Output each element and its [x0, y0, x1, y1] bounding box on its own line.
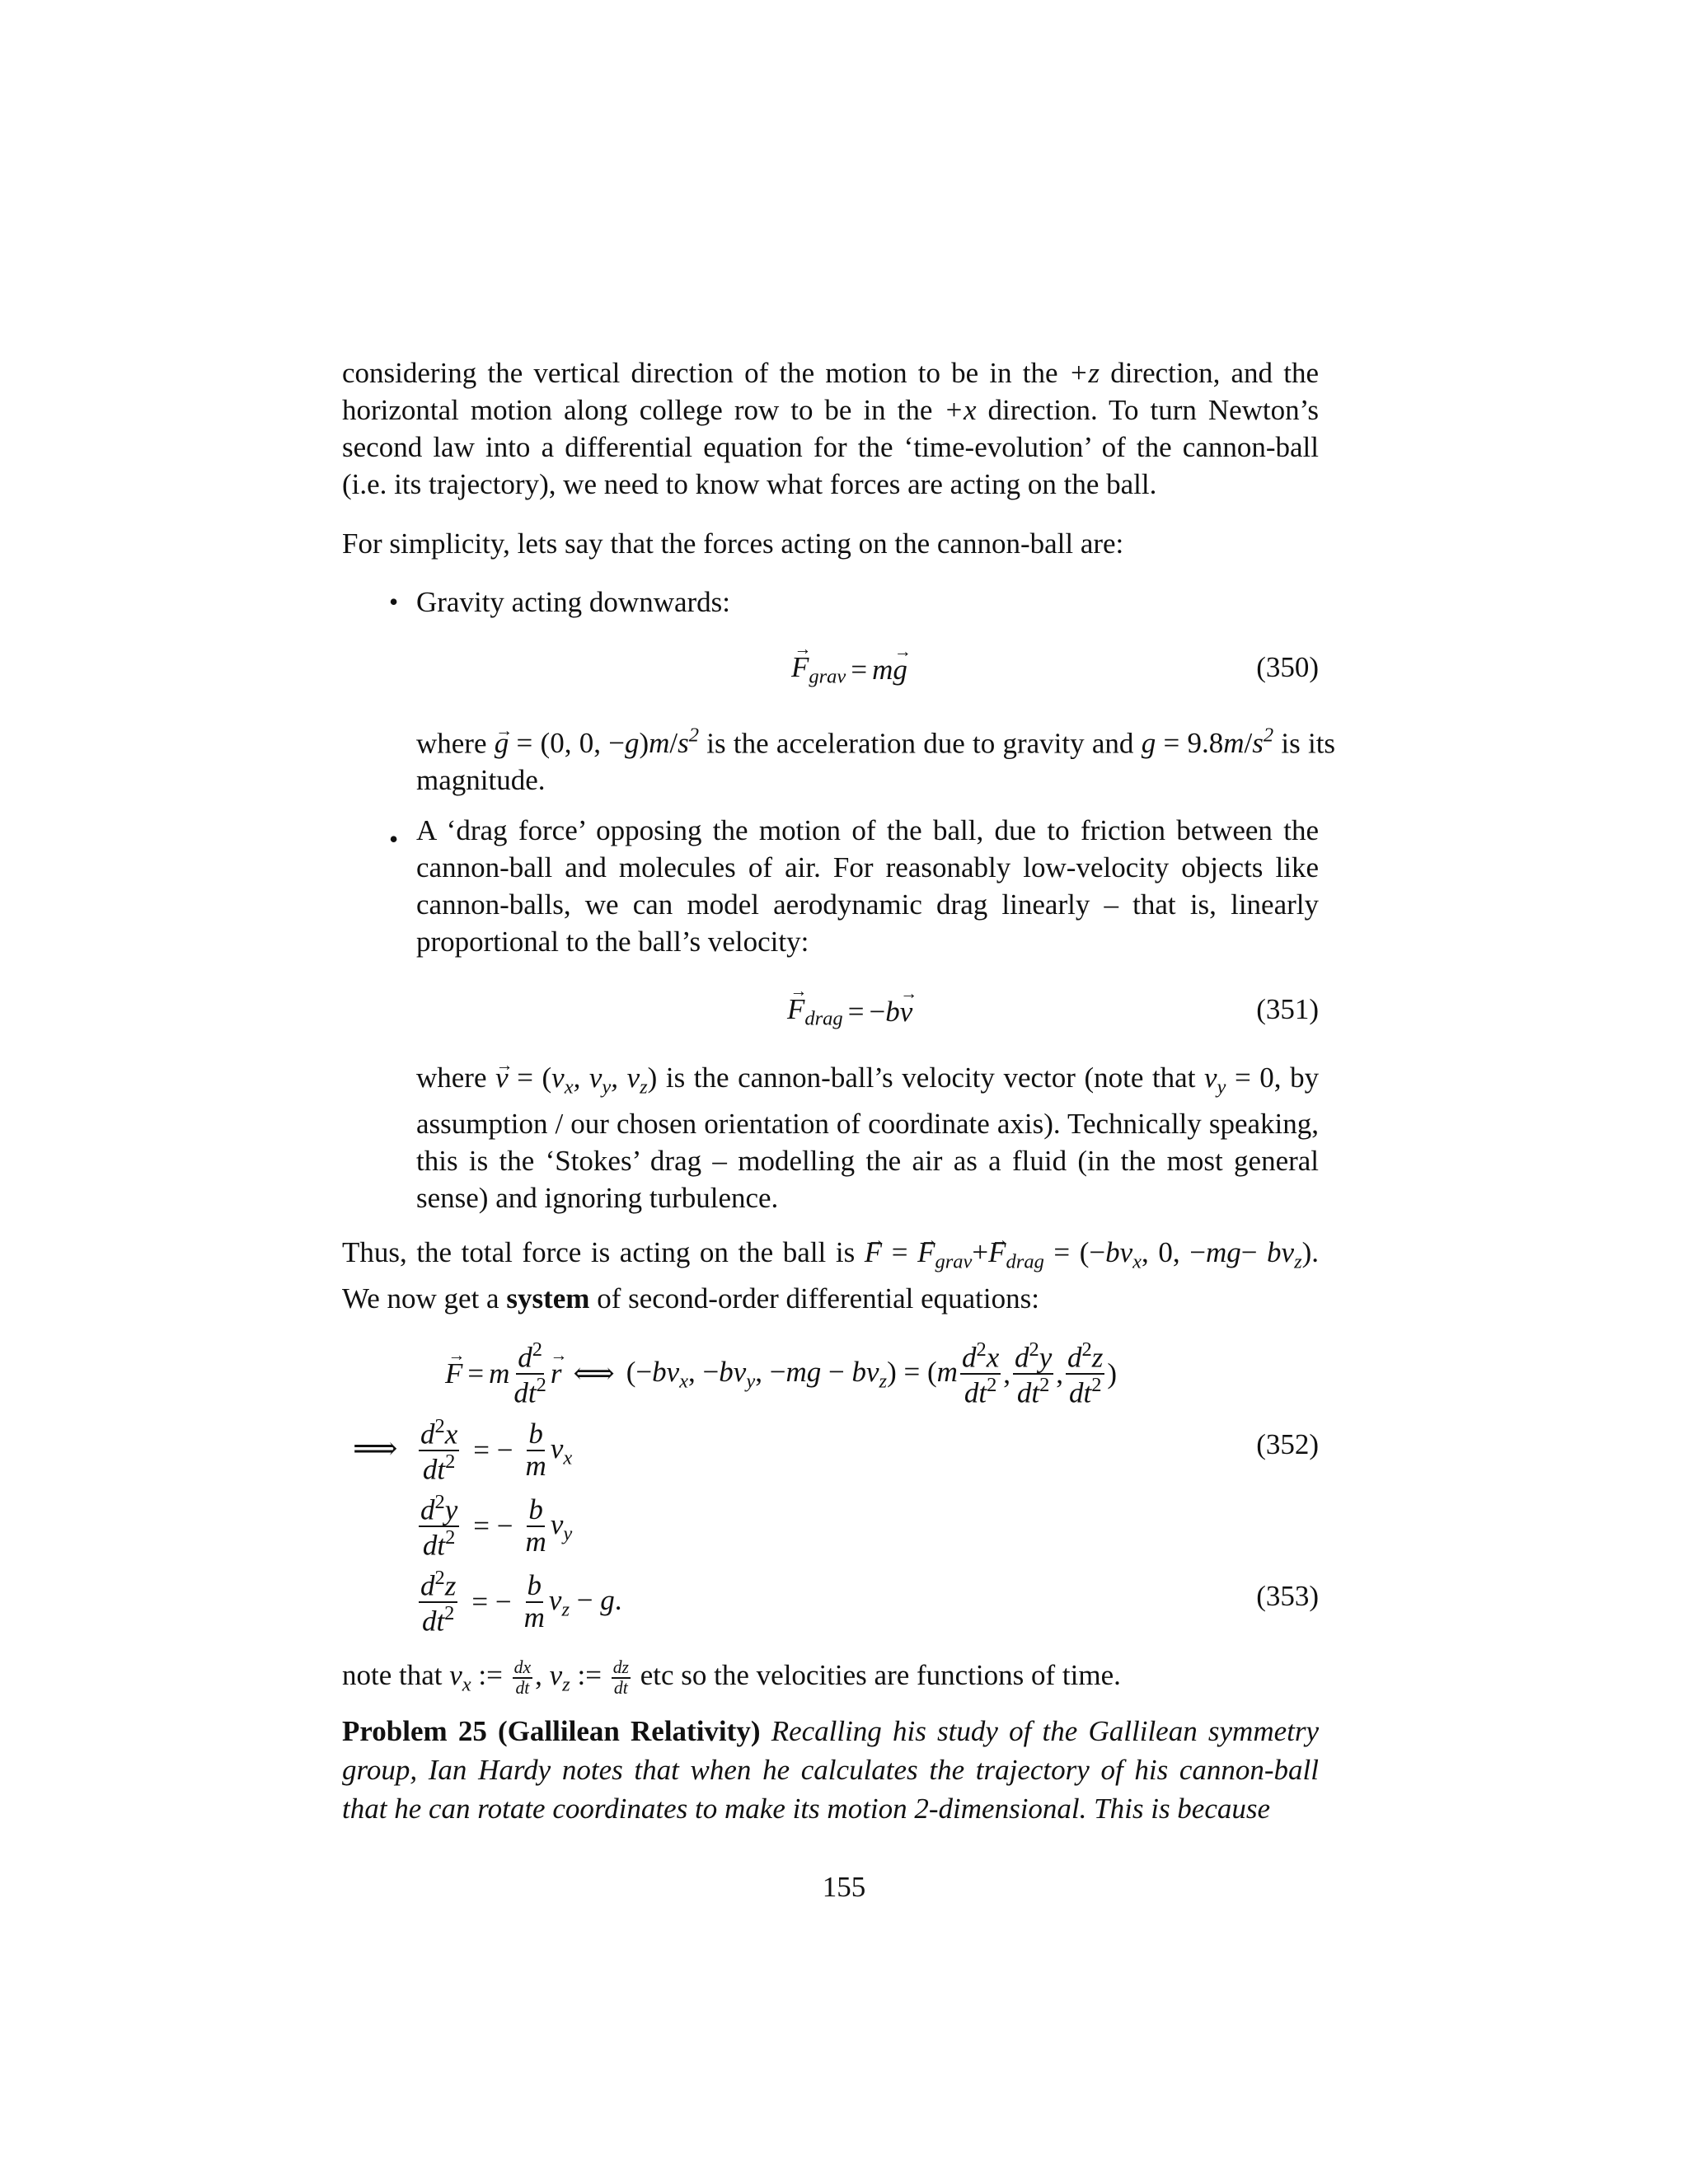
equation-351: $F \to_{drag}$ = −bv → — [787, 993, 912, 1030]
bullet-gravity-where: where g → = (0, 0, $-g)m/s^2$ is the acceleration due to gravity and $g = 9.8m/s^2$ is its magnitude. — [416, 717, 1335, 799]
text-fragment: speaking, this is the ‘Stokes’ drag – modelling the air as a fluid (in the most — [416, 1108, 1319, 1178]
text-fragment: Thus, the total force is acting on the ball is — [342, 1236, 856, 1268]
text-fragment: , by assumption / our chosen orientation of coordinate axis). Technically — [416, 1062, 1320, 1141]
text-fragment: where — [416, 1062, 487, 1094]
text-fragment: Recalling his study of the Gallilean symmetry — [771, 1715, 1320, 1747]
text-fragment: is its magnitude. — [416, 727, 1336, 797]
text-fragment: where — [416, 727, 487, 760]
bullet-gravity-title — [416, 583, 1319, 621]
text-fragment: of second-order differential equations: — [597, 1282, 1039, 1315]
bullet-drag-where: where v → = ($v_x$, $v_y$, $v_z$) is the cannon-ball’s velocity vector (note that $v_y = 0$, by assumption / our chosen orientation of coordinate axis). Technically speaking, this is the ‘Stokes’ drag – modelling the air as a fluid (in the most general sense) and ignoring turbulence. — [416, 1059, 1319, 1216]
text-fragment: is the cannon-ball’s velocity vector (note that — [665, 1062, 1196, 1094]
equation-newton-system: F → = m $\frac{d^2}{dt^2}$ r → ⟺ ($-bv_x$, $-bv_y$, $-mg - bv_z) = (m$ $\frac{d^2x}{dt^2}$ , $\frac{d^2y}{dt^2}$ , $\frac{d^2z}{dt^2}$ ) — [445, 1339, 1117, 1408]
paragraph-forces-intro — [342, 525, 1319, 562]
equation-number-351: (351) — [1256, 993, 1319, 1025]
paragraph-intro — [342, 354, 1319, 503]
text-fragment: etc so the velocities are functions of time. — [640, 1659, 1121, 1691]
text-fragment: note that — [342, 1659, 443, 1691]
text-fragment: general sense) and ignoring turbulence. — [416, 1145, 1320, 1215]
text-fragment: is the acceleration due to gravity and — [706, 727, 1134, 760]
math-plus-z: +z — [1068, 357, 1100, 389]
text-fragment: . We now get a — [342, 1236, 1320, 1315]
math-plus-x: +x — [944, 394, 977, 426]
text-fragment: (i.e. its trajectory), we need to know what forces are acting on the ball. — [342, 468, 1157, 500]
text-fragment: group, Ian Hardy notes that when he calculates the trajectory of his cannon-ball — [342, 1754, 1319, 1786]
problem-heading: Problem 25 (Gallilean Relativity) — [342, 1715, 761, 1747]
paragraph-velocity-note: note that $v_x$ := $\frac{dx}{dt}$ , $v_z$ := $\frac{dz}{dt}$ etc so the velocities are functions of time. — [342, 1657, 1121, 1698]
equation-350: $F \to_{grav}$ = mg → — [791, 651, 907, 688]
text-fragment: that he can rotate coordinates to make its motion 2-dimensional. This is because — [342, 1793, 1271, 1825]
bold-system: system — [506, 1282, 590, 1315]
text-fragment: direction, and the — [1110, 357, 1319, 389]
bullet-drag-description — [416, 812, 1319, 960]
equation-number-353: (353) — [1256, 1580, 1319, 1612]
text-fragment: proportional to the ball’s velocity: — [416, 926, 809, 958]
equation-353: $\frac{d^2z}{dt^2}$ = − $\frac{b}{m}$ $v_z - g$. — [420, 1567, 622, 1638]
text-fragment: horizontal motion along college row to be in the — [342, 394, 933, 426]
equation-number-350: (350) — [1256, 651, 1319, 683]
bullet-marker: • — [389, 587, 399, 616]
problem-25 — [342, 1712, 1319, 1828]
page-number: 155 — [822, 1871, 866, 1903]
text-fragment: considering the vertical direction of the motion to be in the — [342, 357, 1058, 389]
text-fragment: Gravity acting downwards: — [416, 586, 731, 618]
text-fragment: cannon-ball and molecules of air. For reasonably low-velocity objects like — [416, 851, 1319, 883]
text-fragment: second law into a differential equation for the ‘time-evolution’ of the cannon-ball — [342, 431, 1319, 463]
equation-vy: $\frac{d^2y}{dt^2}$ = − $\frac{b}{m}$ $v_y$ — [420, 1491, 573, 1562]
paragraph-total-force: Thus, the total force is acting on the ball is F → = $F \to_{grav}+F \to_{drag} = (-bv_x$, 0, $-mg- bv_z$). We now get a system of second-order differential equations: — [342, 1234, 1319, 1317]
text-fragment: For simplicity, lets say that the forces acting on the cannon-ball are: — [342, 527, 1124, 560]
equation-number-352: (352) — [1256, 1428, 1319, 1460]
bullet-marker: • — [389, 824, 399, 854]
text-fragment: A ‘drag force’ opposing the motion of the ball, due to friction between the — [416, 814, 1319, 846]
text-fragment: cannon-balls, we can model aerodynamic drag linearly – that is, linearly — [416, 888, 1319, 921]
implies-arrow: ⟹ — [353, 1432, 398, 1466]
text-fragment: direction. To turn Newton’s — [987, 394, 1319, 426]
equation-352: $\frac{d^2x}{dt^2}$ = − $\frac{b}{m}$ $v_x$ — [420, 1415, 573, 1486]
